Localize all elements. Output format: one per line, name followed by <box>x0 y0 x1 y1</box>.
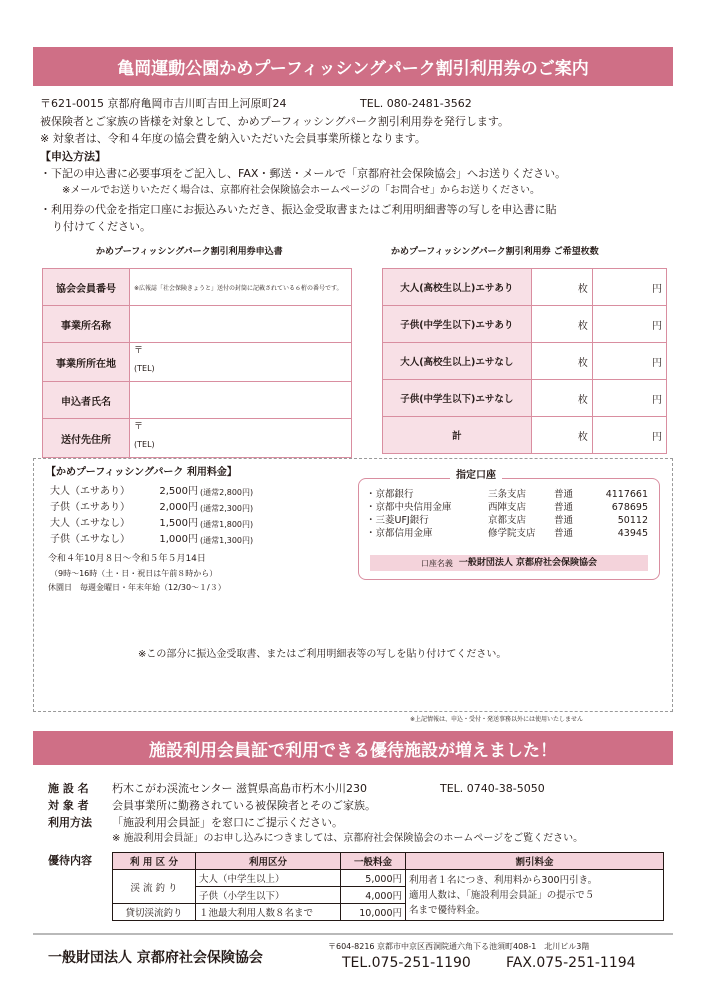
facility-tel: TEL. 0740-38-5050 <box>440 782 545 795</box>
fees-hours: （9時～16時（土・日・祝日は午前８時から） <box>50 569 218 578</box>
method-step-1-note: ※メールでお送りいただく場合は、京都府社会保険協会ホームページの「お問合せ」からお送りください。 <box>62 185 540 196</box>
rate-category: 貸切渓流釣り <box>113 904 196 921</box>
method-step-1: ・下記の申込書に必要事項をご記入し、FAX・郵送・メールで「京都府社会保険協会」へお送りください。 <box>40 167 567 180</box>
account-type: 普通 <box>554 489 574 500</box>
account-type: 普通 <box>554 528 574 539</box>
facility-name-label: 施 設 名 <box>48 782 89 795</box>
discount-line: 利用者１名につき、利用料から300円引き。 <box>409 875 598 886</box>
rate-header: 一般料金 <box>341 853 406 870</box>
bank-name: ・三菱UFJ銀行 <box>366 515 429 526</box>
facility-benefit-label: 優待内容 <box>48 854 92 867</box>
fee-item <box>50 484 253 500</box>
quantity-label: 計 <box>383 417 532 454</box>
quantity-sheets-field[interactable] <box>531 306 592 343</box>
tel-label: (TEL) <box>134 364 155 373</box>
form-row-company-address <box>43 343 352 382</box>
discount-line: 名まで優待料金。 <box>409 905 486 916</box>
tel: TEL. 080-2481-3562 <box>360 97 472 110</box>
quantity-yen-field[interactable] <box>592 306 666 343</box>
fee-regular: (通常1,800円) <box>200 519 254 529</box>
member-number-note: ※広報誌「社会保険きょうと」送付の封筒に記載されている６桁の番号です。 <box>134 284 343 292</box>
account-number: 4117661 <box>605 489 648 500</box>
account-number: 43945 <box>617 528 648 539</box>
rate-subcategory: １池最大利用人数８名まで <box>196 904 341 921</box>
privacy-note: ※上記情報は、申込・受付・発送事務以外には使用いたしません <box>410 716 584 723</box>
page-title: 亀岡運動公園かめプーフィッシングパーク割引利用券のご案内 <box>33 47 673 86</box>
postal-mark: 〒 <box>134 422 144 432</box>
fee-regular: (通常1,300円) <box>200 535 254 545</box>
bank-branch: 京都支店 <box>488 515 527 526</box>
bank-row <box>366 527 648 540</box>
unit-yen: 円 <box>652 357 662 369</box>
bank-name: ・京都銀行 <box>366 489 414 500</box>
facility-banner: 施設利用会員証で利用できる優待施設が増えました！ <box>33 731 673 765</box>
quantity-yen-field[interactable] <box>592 269 666 306</box>
bank-list <box>366 488 648 540</box>
fees-title: 【かめプーフィッシングパーク 利用料金】 <box>46 467 237 478</box>
bank-row <box>366 501 648 514</box>
quantity-label: 大人(高校生以上)エサなし <box>383 343 532 380</box>
fee-label: 子供（エサなし） <box>50 534 130 545</box>
account-type: 普通 <box>554 515 574 526</box>
quantity-row <box>383 380 667 417</box>
target-note: ※ 対象者は、令和４年度の協会費を納入いただいた会員事業所様となります。 <box>40 132 426 145</box>
applicant-name-field[interactable] <box>130 382 352 419</box>
account-number: 50112 <box>617 515 648 526</box>
fee-label: 大人（エサなし） <box>50 518 130 529</box>
fees-list <box>50 484 253 548</box>
facility-name: 朽木こがわ渓流センター 滋賀県高島市朽木小川230 <box>112 782 368 795</box>
bank-branch: 三条支店 <box>488 489 527 500</box>
account-type: 普通 <box>554 502 574 513</box>
rate-fee: 5,000円 <box>341 870 406 887</box>
facility-target-label: 対 象 者 <box>48 799 89 812</box>
footer-tel: TEL.075-251-1190 <box>342 955 471 971</box>
rate-row <box>113 870 664 887</box>
fee-regular: (通常2,800円) <box>200 487 254 497</box>
rate-header: 割引料金 <box>406 853 664 870</box>
form-row-delivery-address <box>43 419 352 458</box>
quantity-sheets-field[interactable] <box>531 417 592 454</box>
form-label: 協会会員番号 <box>43 269 130 306</box>
unit-yen: 円 <box>652 283 662 295</box>
fees-period: 令和４年10月８日～令和５年５月14日 <box>48 554 206 564</box>
form-label: 申込者氏名 <box>43 382 130 419</box>
unit-sheet: 枚 <box>577 320 588 332</box>
fee-item <box>50 500 253 516</box>
bank-branch: 修学院支店 <box>488 528 536 539</box>
quantity-label: 子供(中学生以下)エサあり <box>383 306 532 343</box>
quantity-label: 子供(中学生以下)エサなし <box>383 380 532 417</box>
bank-name: ・京都中央信用金庫 <box>366 502 452 513</box>
rate-subcategory: 子供（小学生以下） <box>196 887 341 904</box>
footer-fax: FAX.075-251-1194 <box>506 955 636 971</box>
fee-price: 2,500円 <box>159 486 198 497</box>
unit-sheet: 枚 <box>577 394 588 406</box>
tel-label: (TEL) <box>134 440 155 449</box>
method-step-2-cont: り付けてください。 <box>52 220 151 233</box>
holder-label: 口座名義 <box>420 558 453 568</box>
form-label: 事業所所在地 <box>43 343 130 382</box>
unit-sheet: 枚 <box>577 431 588 443</box>
fee-price: 1,000円 <box>159 534 198 545</box>
bank-branch: 西陣支店 <box>488 502 527 513</box>
member-number-field[interactable] <box>130 269 352 306</box>
fee-label: 大人（エサあり） <box>50 486 130 497</box>
footer-address: 〒604-8216 京都市中京区西洞院通六角下る池須町408-1 北川ビル3階 <box>328 942 590 951</box>
form-title: かめプーフィッシングパーク割引利用券申込書 <box>96 247 283 257</box>
unit-sheet: 枚 <box>577 283 588 295</box>
bank-row <box>366 488 648 501</box>
quantity-row <box>383 306 667 343</box>
paste-note: ※この部分に振込金受取書、またはご利用明細表等の写しを貼り付けてください。 <box>138 649 507 660</box>
method-step-2: ・利用券の代金を指定口座にお振込みいただき、振込金受取書またはご利用明細書等の写しを申込書に貼 <box>40 203 557 216</box>
fees-closed: 休園日 毎週金曜日・年末年始（12/30～１/３） <box>48 583 226 592</box>
discount-line: 適用人数は、「施設利用会員証」の提示で５ <box>409 890 595 901</box>
form-row-member-number <box>43 269 352 306</box>
quantity-row <box>383 269 667 306</box>
quantity-label: 大人(高校生以上)エサあり <box>383 269 532 306</box>
account-title: 指定口座 <box>450 469 502 483</box>
form-label: 事業所名称 <box>43 306 130 343</box>
unit-sheet: 枚 <box>577 357 588 369</box>
unit-yen: 円 <box>652 320 662 332</box>
unit-yen: 円 <box>652 431 662 443</box>
quantity-title: かめプーフィッシングパーク割引利用券 ご希望枚数 <box>391 247 599 257</box>
quantity-yen-field[interactable] <box>592 417 666 454</box>
bank-name: ・京都信用金庫 <box>366 528 433 539</box>
fee-label: 子供（エサあり） <box>50 502 130 513</box>
form-label: 送付先住所 <box>43 419 130 458</box>
rate-discount <box>406 870 664 921</box>
facility-method: 「施設利用会員証」を窓口にご提示ください。 <box>112 816 343 829</box>
quantity-sheets-field[interactable] <box>531 380 592 417</box>
facility-target: 会員事業所に勤務されている被保険者とそのご家族。 <box>112 799 376 812</box>
quantity-yen-field[interactable] <box>592 343 666 380</box>
footer-org: 一般財団法人 京都府社会保険協会 <box>48 950 263 966</box>
quantity-sheets-field[interactable] <box>531 269 592 306</box>
application-form <box>42 268 352 458</box>
account-number: 678695 <box>611 502 648 513</box>
form-row-applicant <box>43 382 352 419</box>
rate-header: 利用区分 <box>196 853 341 870</box>
rate-table <box>112 852 664 921</box>
fee-price: 2,000円 <box>159 502 198 513</box>
facility-method-label: 利用方法 <box>48 816 92 829</box>
quantity-yen-field[interactable] <box>592 380 666 417</box>
method-title: 【申込方法】 <box>40 150 106 163</box>
address: 〒621-0015 京都府亀岡市吉川町吉田上河原町24 <box>40 97 287 110</box>
quantity-table <box>382 268 667 454</box>
intro-text: 被保険者とご家族の皆様を対象として、かめプーフィッシングパーク割引利用券を発行します。 <box>40 115 509 128</box>
company-address-field[interactable] <box>130 343 352 382</box>
postal-mark: 〒 <box>134 346 144 356</box>
form-row-company-name <box>43 306 352 343</box>
quantity-row <box>383 343 667 380</box>
delivery-address-field[interactable] <box>130 419 352 458</box>
rate-fee: 4,000円 <box>341 887 406 904</box>
fee-item <box>50 532 253 548</box>
fee-regular: (通常2,300円) <box>200 503 254 513</box>
unit-yen: 円 <box>652 394 662 406</box>
company-name-field[interactable] <box>130 306 352 343</box>
fee-item <box>50 516 253 532</box>
facility-method-note: ※ 施設利用会員証」のお申し込みにつきましては、京都府社会保険協会のホームページをご覧ください。 <box>112 833 584 844</box>
fee-price: 1,500円 <box>159 518 198 529</box>
rate-header: 利 用 区 分 <box>113 853 196 870</box>
rate-category: 渓 流 釣 り <box>113 870 196 904</box>
quantity-sheets-field[interactable] <box>531 343 592 380</box>
quantity-total-row <box>383 417 667 454</box>
footer-divider <box>33 933 673 935</box>
rate-fee: 10,000円 <box>341 904 406 921</box>
account-holder <box>370 555 648 571</box>
holder-name: 一般財団法人 京都府社会保険協会 <box>458 558 598 568</box>
rate-subcategory: 大人（中学生以上） <box>196 870 341 887</box>
bank-row <box>366 514 648 527</box>
rate-header-row <box>113 853 664 870</box>
